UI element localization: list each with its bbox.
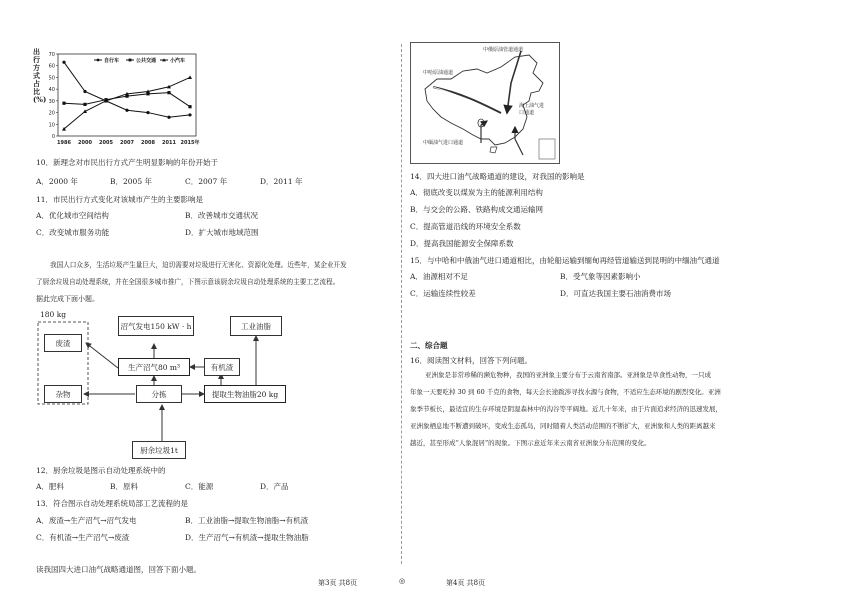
x-tick-label: 2000 xyxy=(78,140,92,146)
footer-center-mark: ◎ xyxy=(399,577,406,585)
point xyxy=(83,103,86,106)
y-tick-label: 30 xyxy=(48,98,55,105)
point xyxy=(188,105,191,108)
q16-para-line-5: 越近，甚至形成“人象混居”的现象。下图示意近年来云南省亚洲象分布范围的变化。 xyxy=(410,439,651,447)
legend-label: 公共交通 xyxy=(136,58,157,64)
y-tick-label: 60 xyxy=(48,63,55,70)
y-tick-label: 0 xyxy=(51,134,55,140)
flow-node-kitchen-waste: 厨余垃圾1t xyxy=(132,441,186,459)
q15-option-b[interactable]: B．受气象等因素影响小 xyxy=(560,272,641,281)
chart-ylabel: 出行方式占比(%) xyxy=(33,47,47,104)
q15-option-a[interactable]: A．油源相对不足 xyxy=(410,272,468,281)
legend-label: 自行车 xyxy=(104,58,120,64)
line-chart-svg xyxy=(32,44,204,152)
passage-1-line-2: 了厨余垃圾自动处理系统，并在全国很多城市推广，下图示意该厨余垃圾自动处理系统的主要工艺流程。 xyxy=(36,278,340,286)
x-tick-label: 2005 xyxy=(99,140,113,146)
map-label-maritime: 海上油气进口通道 xyxy=(519,103,545,116)
passage-1-line-3: 据此完成下面小题。 xyxy=(36,295,99,303)
q13-option-c[interactable]: C．有机渣→生产沼气→废渣 xyxy=(36,533,130,542)
map-label-sino-kazakh: 中哈原油通道 xyxy=(423,70,454,76)
series-line-2 xyxy=(64,77,190,129)
q16-para-line-1: 亚洲象是非常珍稀的濒危物种，我国的亚洲象主要分布于云南省南部。亚洲象是草食性动物，一只成 xyxy=(425,371,711,379)
q14-option-d[interactable]: D．提高我国能源安全保障系数 xyxy=(410,239,514,248)
point xyxy=(167,116,170,119)
q12-option-a[interactable]: A．肥料 xyxy=(36,482,64,491)
legend-label: 小汽车 xyxy=(170,58,186,64)
q14-option-c[interactable]: C．提高管道沿线的环境安全系数 xyxy=(410,222,521,231)
q14-option-a[interactable]: A．彻底改变以煤炭为主的能源利用结构 xyxy=(410,188,543,197)
flow-node-organic: 有机渣 xyxy=(204,358,240,376)
q16-para-line-2: 年象一天要吃掉 30 到 60 千克的食物，每天会长途跋涉寻找水源与食物，不适应生态环境的剧烈变化。亚洲 xyxy=(410,388,721,396)
q10-option-b[interactable]: B．2005 年 xyxy=(110,177,152,186)
question-12: 12．厨余垃圾是图示自动处理系统中的 xyxy=(36,466,166,475)
passage-2: 读我国四大进口油气战略通道图，回答下面小题。 xyxy=(36,565,201,574)
section-heading: 二、综合题 xyxy=(410,341,448,350)
q10-option-d[interactable]: D．2011 年 xyxy=(260,177,303,186)
question-10: 10．新理念对市民出行方式产生明显影响的年份开始于 xyxy=(36,158,219,167)
q10-option-a[interactable]: A．2000 年 xyxy=(36,177,78,186)
kitchen-waste-flow-diagram xyxy=(36,310,316,460)
x-tick-label: 2007 xyxy=(120,140,134,146)
q14-option-b[interactable]: B．与交会的公路、铁路构成交通运输网 xyxy=(410,205,544,214)
q12-option-c[interactable]: C．能源 xyxy=(185,482,214,491)
y-tick-label: 70 xyxy=(48,52,55,58)
flow-node-misc: 杂物 xyxy=(44,385,82,403)
point xyxy=(62,61,65,64)
passage-1-line-1: 我国人口众多，生活垃圾产生量巨大，迫切需要对垃圾进行无害化、资源化处理。近些年，某企业开发 xyxy=(50,261,347,269)
map-label-sino-russia: 中俄原油管道通道 xyxy=(483,47,524,53)
mode-share-line-chart xyxy=(32,44,204,152)
y-tick-label: 40 xyxy=(48,87,55,94)
y-tick-label: 10 xyxy=(48,122,55,129)
q11-option-a[interactable]: A．优化城市空间结构 xyxy=(36,211,109,220)
q11-option-d[interactable]: D．扩大城市地域范围 xyxy=(185,228,259,237)
q15-option-d[interactable]: D．可直达我国主要石油消费市场 xyxy=(560,289,672,298)
q11-option-b[interactable]: B．改善城市交通状况 xyxy=(185,211,259,220)
q11-option-c[interactable]: C．改变城市服务功能 xyxy=(36,228,110,237)
q13-option-b[interactable]: B．工业油脂→提取生物油脂→有机渣 xyxy=(185,516,309,525)
x-tick-label: 1986 xyxy=(57,140,71,146)
point xyxy=(146,111,149,114)
legend-marker xyxy=(97,59,100,62)
point xyxy=(125,109,128,112)
flow-node-biogas: 生产沼气80 m³ xyxy=(118,358,190,376)
q15-option-c[interactable]: C．运输连续性较差 xyxy=(410,289,476,298)
point xyxy=(188,75,192,79)
q13-option-d[interactable]: D．生产沼气→有机渣→提取生物油脂 xyxy=(185,533,309,542)
q12-option-d[interactable]: D．产品 xyxy=(260,482,289,491)
q10-option-c[interactable]: C．2007 年 xyxy=(185,177,228,186)
question-13: 13．符合图示自动处理系统局部工艺流程的是 xyxy=(36,499,189,508)
oil-gas-channels-map xyxy=(410,42,560,164)
footer-page-right: 第4页 共8页 xyxy=(446,579,486,587)
point xyxy=(167,91,170,94)
y-tick-label: 20 xyxy=(48,110,55,117)
question-15: 15．与中哈和中俄油气进口通道相比，由轮船运输到缅甸再经管道输送到昆明的中缅油气通道 xyxy=(410,256,720,265)
flow-node-residue: 废渣 xyxy=(44,334,82,352)
flow-node-sort: 分拣 xyxy=(136,385,182,403)
x-tick-label: 2015年 xyxy=(180,140,200,146)
weight-label: 180 kg xyxy=(40,310,67,319)
q16-para-line-4: 亚洲象栖息地不断遭到破坏，变成生态孤岛，同时随着人类活动范围的不断扩大，亚洲象和人类的距离越来 xyxy=(410,422,716,430)
x-tick-label: 2011 xyxy=(162,140,176,146)
q12-option-b[interactable]: B．原料 xyxy=(110,482,139,491)
question-11: 11．市民出行方式变化对该城市产生的主要影响是 xyxy=(36,195,204,204)
q16-para-line-3: 象季节板长，最适宜的生存环境是阴湿森林中的沟谷等平阔地。近几十年来，由于片面追求经济的迅速发展， xyxy=(410,405,722,413)
point xyxy=(62,102,65,105)
column-divider xyxy=(401,44,402,564)
flow-node-industrial: 工业油脂 xyxy=(230,316,282,336)
footer-page-left: 第3页 共8页 xyxy=(318,579,358,587)
flow-node-oil: 提取生物油脂20 kg xyxy=(204,385,286,403)
point xyxy=(188,113,191,116)
q13-option-a[interactable]: A．废渣→生产沼气→沼气发电 xyxy=(36,516,137,525)
flow-node-power: 沼气发电150 kW · h xyxy=(118,316,194,336)
point xyxy=(83,90,86,93)
y-tick-label: 50 xyxy=(48,75,55,82)
x-tick-label: 2008 xyxy=(141,140,155,146)
map-label-sino-myanmar: 中缅油气进口通道 xyxy=(423,140,464,146)
question-14: 14．四大进口油气战略通道的建设，对我国的影响是 xyxy=(410,172,585,181)
legend-marker xyxy=(129,59,132,62)
question-16: 16．阅读图文材料，回答下列问题。 xyxy=(410,356,533,365)
